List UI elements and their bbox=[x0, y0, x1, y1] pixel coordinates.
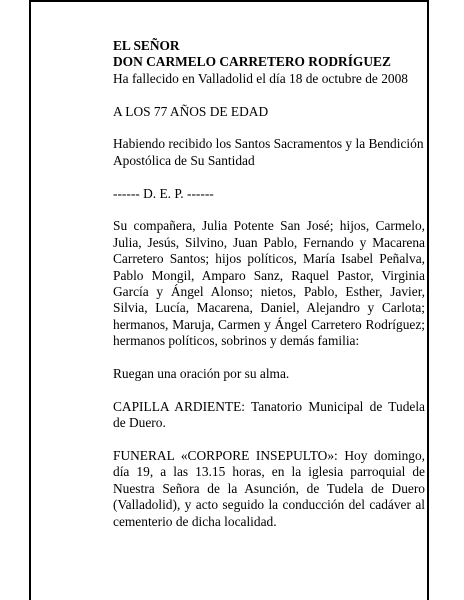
rip-line: ------ D. E. P. ------ bbox=[113, 185, 214, 201]
sacraments-paragraph: Habiendo recibido los Santos Sacramentos y la Bendición Apostólica de Su Santidad bbox=[113, 136, 424, 168]
prayer-line: Ruegan una oración por su alma. bbox=[113, 366, 290, 382]
age-line: A LOS 77 AÑOS DE EDAD bbox=[113, 103, 269, 119]
chapel-paragraph: CAPILLA ARDIENTE: Tanatorio Municipal de Tudela de Duero. bbox=[113, 398, 425, 431]
funeral-paragraph: FUNERAL «CORPORE INSEPULTO»: Hoy domingo, día 19, a las 13.15 horas, en la iglesia parroquial de Nuestra Señora de la Asunción, de Tudela de Duero (Valladolid), y acto seguido la conducción del cadáver al cementerio de dicha localidad. bbox=[113, 448, 425, 529]
obituary-text-block bbox=[113, 38, 425, 530]
family-paragraph: Su compañera, Julia Potente San José; hijos, Carmelo, Julia, Jesús, Silvino, Juan Pablo, Fernando y Macarena Carretero Santos; hijos políticos, María Isabel Peñalva, Pablo Mongil, Amparo Sanz, Raquel Pastor, Virginia García y Ángel Alonso; nietos, Pablo, Esther, Javier, Silvia, Lucía, Macarena, Daniel, Alejandro y Carlota; hermanos, Maruja, Carmen y Ángel Carretero Rodríguez; hermanos políticos, sobrinos y demás familia: bbox=[113, 218, 425, 349]
deceased-name: DON CARMELO CARRETERO RODRÍGUEZ bbox=[113, 54, 391, 70]
death-date-line: Ha fallecido en Valladolid el día 18 de octubre de 2008 bbox=[113, 70, 408, 86]
deceased-honorific: EL SEÑOR bbox=[113, 38, 180, 53]
